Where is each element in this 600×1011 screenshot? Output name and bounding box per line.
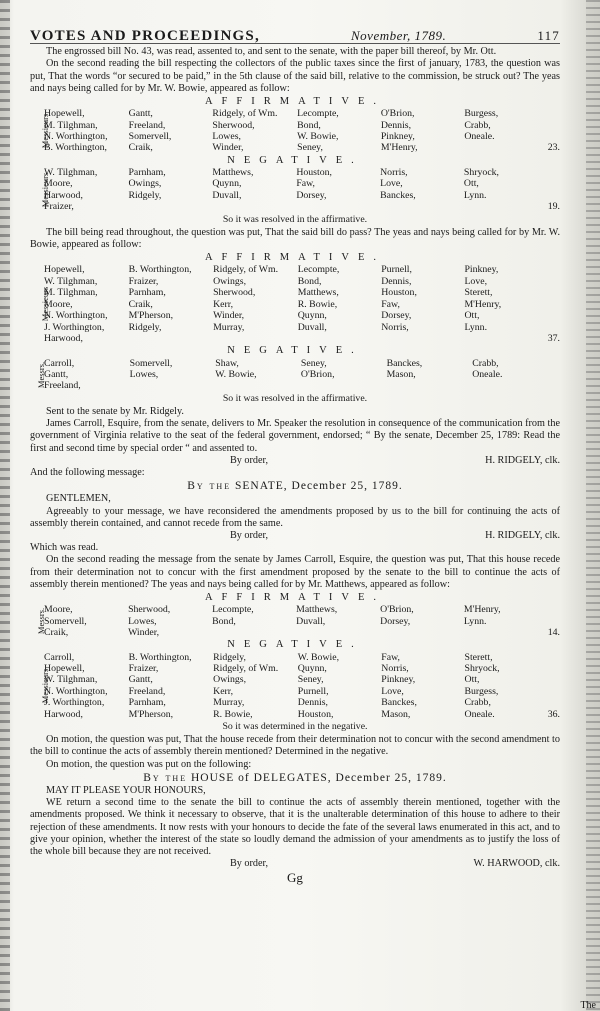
- signature-mark: Gg: [287, 869, 303, 885]
- vote-row: [44, 663, 560, 674]
- member-name: B. Worthington,: [44, 142, 107, 154]
- by-order: By order,: [230, 858, 269, 870]
- member-name: Ridgely, of Wm.: [212, 108, 278, 120]
- member-name: Lecompte,: [297, 108, 339, 120]
- member-name: Banckes,: [386, 357, 423, 369]
- catchword: The: [580, 1000, 596, 1011]
- affirmative-heading: AFFIRMATIVE.: [204, 96, 386, 108]
- vote-count: [548, 108, 560, 119]
- member-name: M'Pherson,: [128, 310, 174, 322]
- vote-row: [44, 709, 560, 720]
- member-name: Hopewell,: [44, 264, 85, 276]
- member-name: Harwood,: [44, 189, 83, 201]
- header-date: November, 1789.: [351, 28, 447, 43]
- member-name: Purnell,: [381, 264, 412, 276]
- member-name: Banckes,: [381, 697, 417, 709]
- senate-heading-date: December 25, 1789.: [291, 480, 403, 493]
- vote-count: [548, 616, 560, 627]
- member-name: Matthews,: [296, 604, 338, 616]
- member-name: Ridgely, of Wm.: [213, 663, 279, 675]
- vote-count: [548, 652, 560, 663]
- member-name: Ridgely, of Wm.: [213, 264, 279, 276]
- member-name: Dorsey,: [381, 310, 412, 322]
- page-content: [30, 30, 560, 884]
- paragraph: And the following message:: [30, 466, 145, 478]
- member-name: Moore,: [44, 178, 73, 190]
- senate-heading: [30, 480, 560, 492]
- member-name: Carroll,: [44, 357, 75, 369]
- affirmative-heading: AFFIRMATIVE.: [204, 592, 386, 603]
- member-name: Bond,: [297, 275, 322, 287]
- member-name: Winder,: [128, 627, 160, 639]
- member-name: Dorsey,: [296, 189, 327, 201]
- member-name: W. Bowie,: [297, 651, 340, 663]
- binding-edge-left: [0, 0, 10, 1011]
- paragraph: The bill being read throughout, the question was put, That the said bill do pass? The yeas and nays being called for by Mr. W. Bowie, appeared as follow:: [30, 226, 560, 251]
- names-table: [44, 108, 560, 154]
- member-name: Kerr,: [213, 298, 234, 310]
- member-name: Crabb,: [464, 697, 491, 709]
- member-name: Hopewell,: [44, 108, 85, 120]
- member-name: Pinkney,: [464, 264, 499, 276]
- side-label: Messieurs: [40, 287, 51, 322]
- paragraph: James Carroll, Esquire, from the senate, delivers to Mr. Speaker the resolution in consequence of the communication from the government of Virginia relative to the seat of the federal government, endorsed; “ By the senate, December 25, 1789: Read the first and second time by special order “ and assented to.: [30, 418, 560, 454]
- vote-row: [44, 120, 560, 131]
- member-name: Harwood,: [44, 332, 83, 344]
- member-name: Parnham,: [128, 287, 166, 299]
- vote-row: [44, 627, 560, 638]
- signature-row: [30, 530, 560, 542]
- member-name: Somervell,: [129, 357, 173, 369]
- vote-count: [548, 264, 560, 275]
- vote-row: [44, 190, 560, 201]
- member-name: Faw,: [381, 298, 400, 310]
- vote-count: [548, 276, 560, 287]
- member-name: Freeland,: [128, 685, 166, 697]
- member-name: Faw,: [296, 178, 315, 190]
- vote-count: [548, 663, 560, 674]
- member-name: [215, 380, 301, 391]
- member-name: R. Bowie,: [213, 708, 253, 720]
- names-table: [44, 604, 560, 638]
- member-name: Craik,: [44, 627, 69, 639]
- running-header: [30, 30, 560, 44]
- vote-row: [44, 358, 560, 369]
- vote-list-affirmative: [30, 108, 560, 154]
- member-name: Lecompte,: [297, 264, 340, 276]
- member-name: Shaw,: [215, 357, 239, 369]
- member-name: [301, 380, 387, 391]
- vote-count: [548, 674, 560, 685]
- vote-count: 37.: [547, 332, 560, 344]
- member-name: [464, 201, 548, 212]
- member-name: Freeland,: [44, 380, 81, 392]
- member-name: Houston,: [297, 708, 334, 720]
- negative-heading: NEGATIVE.: [227, 639, 363, 651]
- vote-list-negative: [30, 652, 560, 720]
- member-name: Pinkney,: [380, 131, 415, 143]
- member-name: J. Worthington,: [44, 321, 105, 333]
- member-name: Winder,: [212, 142, 244, 154]
- member-name: Crabb,: [464, 119, 491, 131]
- member-name: Love,: [380, 178, 403, 190]
- member-name: O'Brion,: [380, 604, 414, 616]
- house-heading: [30, 772, 560, 784]
- member-name: Owings,: [128, 178, 162, 190]
- member-name: Carroll,: [44, 651, 75, 663]
- member-name: Oneale.: [464, 708, 495, 720]
- vote-count: [558, 380, 560, 391]
- paragraph: WE return a second time to the senate the bill to continue the acts of assembly therein mentioned, together with the amendments proposed. We think it necessary to observe, that it is the unalterable determination of this house to adhere to their rejection of these amendments. It now rests with your honours to decide the fate of the several laws enumerated in this act, and to give your opinion, whether the interest of the state so loudly demand the admission of your amendments as to justify the loss of the whole bill because they are not received.: [30, 797, 560, 858]
- member-name: Murray,: [213, 321, 245, 333]
- by-order: By order,: [230, 454, 269, 466]
- member-name: B. Worthington,: [128, 651, 192, 663]
- page-edge-right: [586, 0, 600, 1011]
- member-name: Lecompte,: [212, 604, 254, 616]
- side-label: Messrs.: [36, 608, 47, 635]
- vote-count: [548, 299, 560, 310]
- vote-row: [44, 299, 560, 310]
- member-name: W. Tilghman,: [44, 167, 98, 179]
- names-table: [44, 264, 560, 344]
- paragraph: On motion, the question was put, That the house recede from their determination not to concur with the second amendment to the bill to continue the acts of assembly therein mentioned? Determined in the negative.: [30, 734, 560, 758]
- member-name: Oneale.: [472, 368, 503, 380]
- signature-row: [30, 455, 560, 467]
- member-name: Norris,: [381, 321, 409, 333]
- house-heading-date: December 25, 1789.: [335, 771, 447, 784]
- member-name: Oneale.: [464, 131, 495, 143]
- member-name: Pinkney,: [381, 674, 416, 686]
- member-name: M. Tilghman,: [44, 119, 98, 131]
- vote-count: [558, 369, 560, 380]
- member-name: Fraizer,: [128, 663, 159, 675]
- member-name: Seney,: [297, 674, 324, 686]
- vote-row: [44, 264, 560, 275]
- member-name: Harwood,: [44, 708, 83, 720]
- member-name: Bond,: [212, 615, 236, 627]
- member-name: Dennis,: [381, 275, 412, 287]
- member-name: [381, 333, 464, 344]
- paragraph: On motion, the question was put on the following:: [46, 758, 252, 770]
- member-name: Love,: [464, 275, 488, 287]
- member-name: [387, 380, 473, 391]
- member-name: Lowes,: [129, 368, 159, 380]
- member-name: Dennis,: [380, 119, 412, 131]
- member-name: Burgess,: [464, 108, 499, 120]
- member-name: Lowes,: [128, 615, 157, 627]
- member-name: Crabb,: [472, 357, 499, 369]
- member-name: Dennis,: [297, 697, 328, 709]
- member-name: Owings,: [213, 674, 247, 686]
- member-name: Lynn.: [464, 321, 488, 333]
- vote-row: [44, 276, 560, 287]
- member-name: W. Tilghman,: [44, 674, 98, 686]
- vote-count: [558, 358, 560, 369]
- member-name: Burgess,: [464, 685, 499, 697]
- member-name: Moore,: [44, 604, 73, 616]
- member-name: Houston,: [296, 167, 332, 179]
- member-name: Parnham,: [128, 697, 166, 709]
- member-name: N. Worthington,: [44, 685, 108, 697]
- member-name: Winder,: [213, 310, 245, 322]
- member-name: Faw,: [381, 651, 400, 663]
- member-name: Fraizer,: [44, 201, 74, 213]
- member-name: M'Henry,: [380, 142, 418, 154]
- member-name: Sterett,: [464, 287, 493, 299]
- vote-count: [548, 287, 560, 298]
- vote-row: [44, 167, 560, 178]
- member-name: Sherwood,: [212, 119, 255, 131]
- vote-count: 36.: [547, 708, 560, 720]
- signature-row: [30, 858, 560, 870]
- vote-row: [44, 142, 560, 153]
- vote-row: [44, 604, 560, 615]
- member-name: Ott,: [464, 674, 480, 686]
- member-name: Love,: [381, 685, 404, 697]
- member-name: W. Bowie,: [215, 368, 257, 380]
- side-label: Messieurs: [40, 668, 51, 704]
- vote-row: [44, 652, 560, 663]
- member-name: [128, 201, 212, 212]
- member-name: M'Henry,: [463, 604, 501, 616]
- vote-count: [548, 190, 560, 201]
- side-label: Messrs.: [36, 361, 47, 388]
- vote-list-negative: [30, 358, 560, 392]
- vote-row: [44, 131, 560, 142]
- vote-count: [548, 310, 560, 321]
- house-heading-body: HOUSE of DELEGATES,: [190, 771, 332, 784]
- member-name: Somervell,: [44, 615, 87, 627]
- member-name: Quynn,: [297, 663, 327, 675]
- side-label: Messieurs: [40, 172, 51, 208]
- resolution-line: So it was resolved in the affirmative.: [222, 213, 368, 225]
- house-heading-by: By the: [143, 771, 188, 784]
- paragraph: On the second reading the bill respecting the collectors of the public taxes since the first of january, 1783, the question was put, That the words “or secured to be paid,” in the 5th clause of the said bill, relative to the commission, be struck out? The yeas and nays being called for by Mr. W. Bowie, appeared as follow:: [30, 58, 560, 94]
- member-name: Sherwood,: [213, 287, 256, 299]
- member-name: Mason,: [386, 368, 416, 380]
- vote-row: [44, 674, 560, 685]
- member-name: Gantt,: [128, 674, 153, 686]
- salutation: MAY IT PLEASE YOUR HONOURS,: [46, 785, 206, 797]
- vote-count: 14.: [547, 627, 560, 639]
- vote-row: [44, 686, 560, 697]
- member-name: Ott,: [464, 310, 480, 322]
- member-name: Lynn.: [463, 189, 487, 201]
- vote-row: [44, 333, 560, 344]
- member-name: [472, 380, 558, 391]
- negative-heading: NEGATIVE.: [227, 345, 363, 357]
- member-name: Banckes,: [380, 189, 416, 201]
- member-name: N. Worthington,: [44, 310, 108, 322]
- member-name: Somervell,: [128, 131, 172, 143]
- member-name: [296, 627, 380, 638]
- member-name: Seney,: [297, 142, 323, 154]
- member-name: Quynn,: [212, 178, 242, 190]
- member-name: Lynn.: [463, 615, 487, 627]
- names-table: [44, 167, 560, 213]
- member-name: Bond,: [297, 119, 321, 131]
- vote-row: [44, 322, 560, 333]
- vote-row: [44, 287, 560, 298]
- vote-list-affirmative: [30, 604, 560, 638]
- member-name: Dorsey,: [380, 615, 411, 627]
- member-name: Matthews,: [297, 287, 339, 299]
- vote-count: [548, 322, 560, 333]
- member-name: Ridgely,: [128, 321, 162, 333]
- member-name: Parnham,: [128, 167, 166, 179]
- vote-row: [44, 201, 560, 212]
- member-name: Craik,: [128, 142, 153, 154]
- senate-heading-by: By the: [187, 480, 232, 493]
- side-label: Messieurs: [40, 113, 51, 149]
- member-name: [464, 333, 547, 344]
- senate-heading-body: SENATE,: [234, 480, 288, 493]
- vote-count: [548, 604, 560, 615]
- member-name: Fraizer,: [128, 275, 159, 287]
- member-name: Ott,: [463, 178, 479, 190]
- member-name: Ridgely,: [128, 189, 162, 201]
- member-name: [213, 333, 298, 344]
- member-name: Matthews,: [212, 167, 254, 179]
- member-name: M'Henry,: [464, 298, 502, 310]
- vote-row: [44, 108, 560, 119]
- member-name: O'Brion,: [380, 108, 415, 120]
- paragraph: Which was read.: [30, 542, 99, 554]
- member-name: [129, 333, 214, 344]
- member-name: Gantt,: [44, 368, 69, 380]
- vote-list-negative: [30, 167, 560, 213]
- member-name: Owings,: [213, 275, 247, 287]
- header-title: VOTES AND PROCEEDINGS,: [30, 28, 260, 44]
- names-table: [44, 652, 560, 720]
- member-name: J. Worthington,: [44, 697, 105, 709]
- vote-count: [548, 167, 560, 178]
- vote-list-affirmative: [30, 264, 560, 344]
- member-name: [212, 627, 296, 638]
- member-name: [296, 201, 380, 212]
- member-name: M'Pherson,: [128, 708, 174, 720]
- member-name: Norris,: [381, 663, 409, 675]
- vote-count: [548, 686, 560, 697]
- vote-count: [548, 131, 560, 142]
- paragraph: Sent to the senate by Mr. Ridgely.: [46, 405, 184, 417]
- member-name: Seney,: [300, 357, 327, 369]
- member-name: Moore,: [44, 298, 73, 310]
- resolution-line: So it was determined in the negative.: [222, 721, 368, 733]
- member-name: [380, 201, 464, 212]
- vote-row: [44, 380, 560, 391]
- member-name: Hopewell,: [44, 663, 85, 675]
- vote-count: [548, 697, 560, 708]
- vote-row: [44, 697, 560, 708]
- member-name: Quynn,: [297, 310, 327, 322]
- paragraph: Agreeably to your message, we have reconsidered the amendments proposed by us to the bill for continuing the acts of assembly therein contained, and cannot recede from the same.: [30, 505, 560, 529]
- member-name: [464, 627, 548, 638]
- names-table: [44, 358, 560, 392]
- by-order: By order,: [230, 529, 269, 541]
- vote-count: [548, 120, 560, 131]
- member-name: Duvall,: [212, 189, 242, 201]
- member-name: [130, 380, 216, 391]
- member-name: [380, 627, 464, 638]
- member-name: Lowes,: [212, 131, 241, 143]
- member-name: Mason,: [381, 708, 411, 720]
- member-name: Freeland,: [128, 119, 166, 131]
- vote-count: 19.: [547, 201, 560, 213]
- member-name: Purnell,: [297, 685, 329, 697]
- member-name: [464, 142, 547, 153]
- clerk-signature: W. HARWOOD, clk.: [473, 858, 560, 870]
- member-name: B. Worthington,: [128, 264, 192, 276]
- member-name: R. Bowie,: [297, 298, 338, 310]
- member-name: Ridgely,: [213, 651, 246, 663]
- member-name: Sherwood,: [128, 604, 171, 616]
- member-name: Duvall,: [296, 615, 326, 627]
- negative-heading: NEGATIVE.: [227, 154, 363, 166]
- resolution-line: So it was resolved in the affirmative.: [222, 392, 368, 404]
- vote-row: [44, 616, 560, 627]
- page-number: 117: [537, 28, 560, 43]
- member-name: O'Brion,: [300, 368, 335, 380]
- clerk-signature: H. RIDGELY, clk.: [485, 454, 560, 466]
- affirmative-heading: AFFIRMATIVE.: [204, 252, 386, 264]
- vote-row: [44, 178, 560, 189]
- vote-row: [44, 310, 560, 321]
- vote-count: 23.: [547, 142, 560, 154]
- paragraph: The engrossed bill No. 43, was read, assented to, and sent to the senate, with the paper bill thereof, by Mr. Ott.: [46, 46, 497, 58]
- member-name: Sterett,: [464, 651, 493, 663]
- member-name: W. Tilghman,: [44, 275, 98, 287]
- member-name: Duvall,: [297, 321, 327, 333]
- member-name: Shryock,: [464, 663, 500, 675]
- member-name: [212, 201, 296, 212]
- member-name: [298, 333, 382, 344]
- member-name: Norris,: [380, 167, 408, 179]
- vote-count: [548, 178, 560, 189]
- salutation: GENTLEMEN,: [46, 493, 111, 505]
- member-name: M. Tilghman,: [44, 287, 98, 299]
- member-name: Kerr,: [213, 685, 234, 697]
- paragraph: On the second reading the message from the senate by James Carroll, Esquire, the question was put, That this house recede from their determination not to concur with the first amendment proposed by the senate to the bill to continue the acts of assembly therein mentioned? The yeas and nays being called for by Mr. Matthews, appeared as follow:: [30, 554, 560, 590]
- member-name: Murray,: [213, 697, 245, 709]
- member-name: Houston,: [381, 287, 417, 299]
- member-name: Gantt,: [128, 108, 153, 120]
- member-name: W. Bowie,: [297, 131, 339, 143]
- member-name: Shryock,: [463, 167, 500, 179]
- vote-row: [44, 369, 560, 380]
- member-name: N. Worthington,: [44, 131, 108, 143]
- member-name: Craik,: [128, 298, 153, 310]
- clerk-signature: H. RIDGELY, clk.: [485, 529, 560, 541]
